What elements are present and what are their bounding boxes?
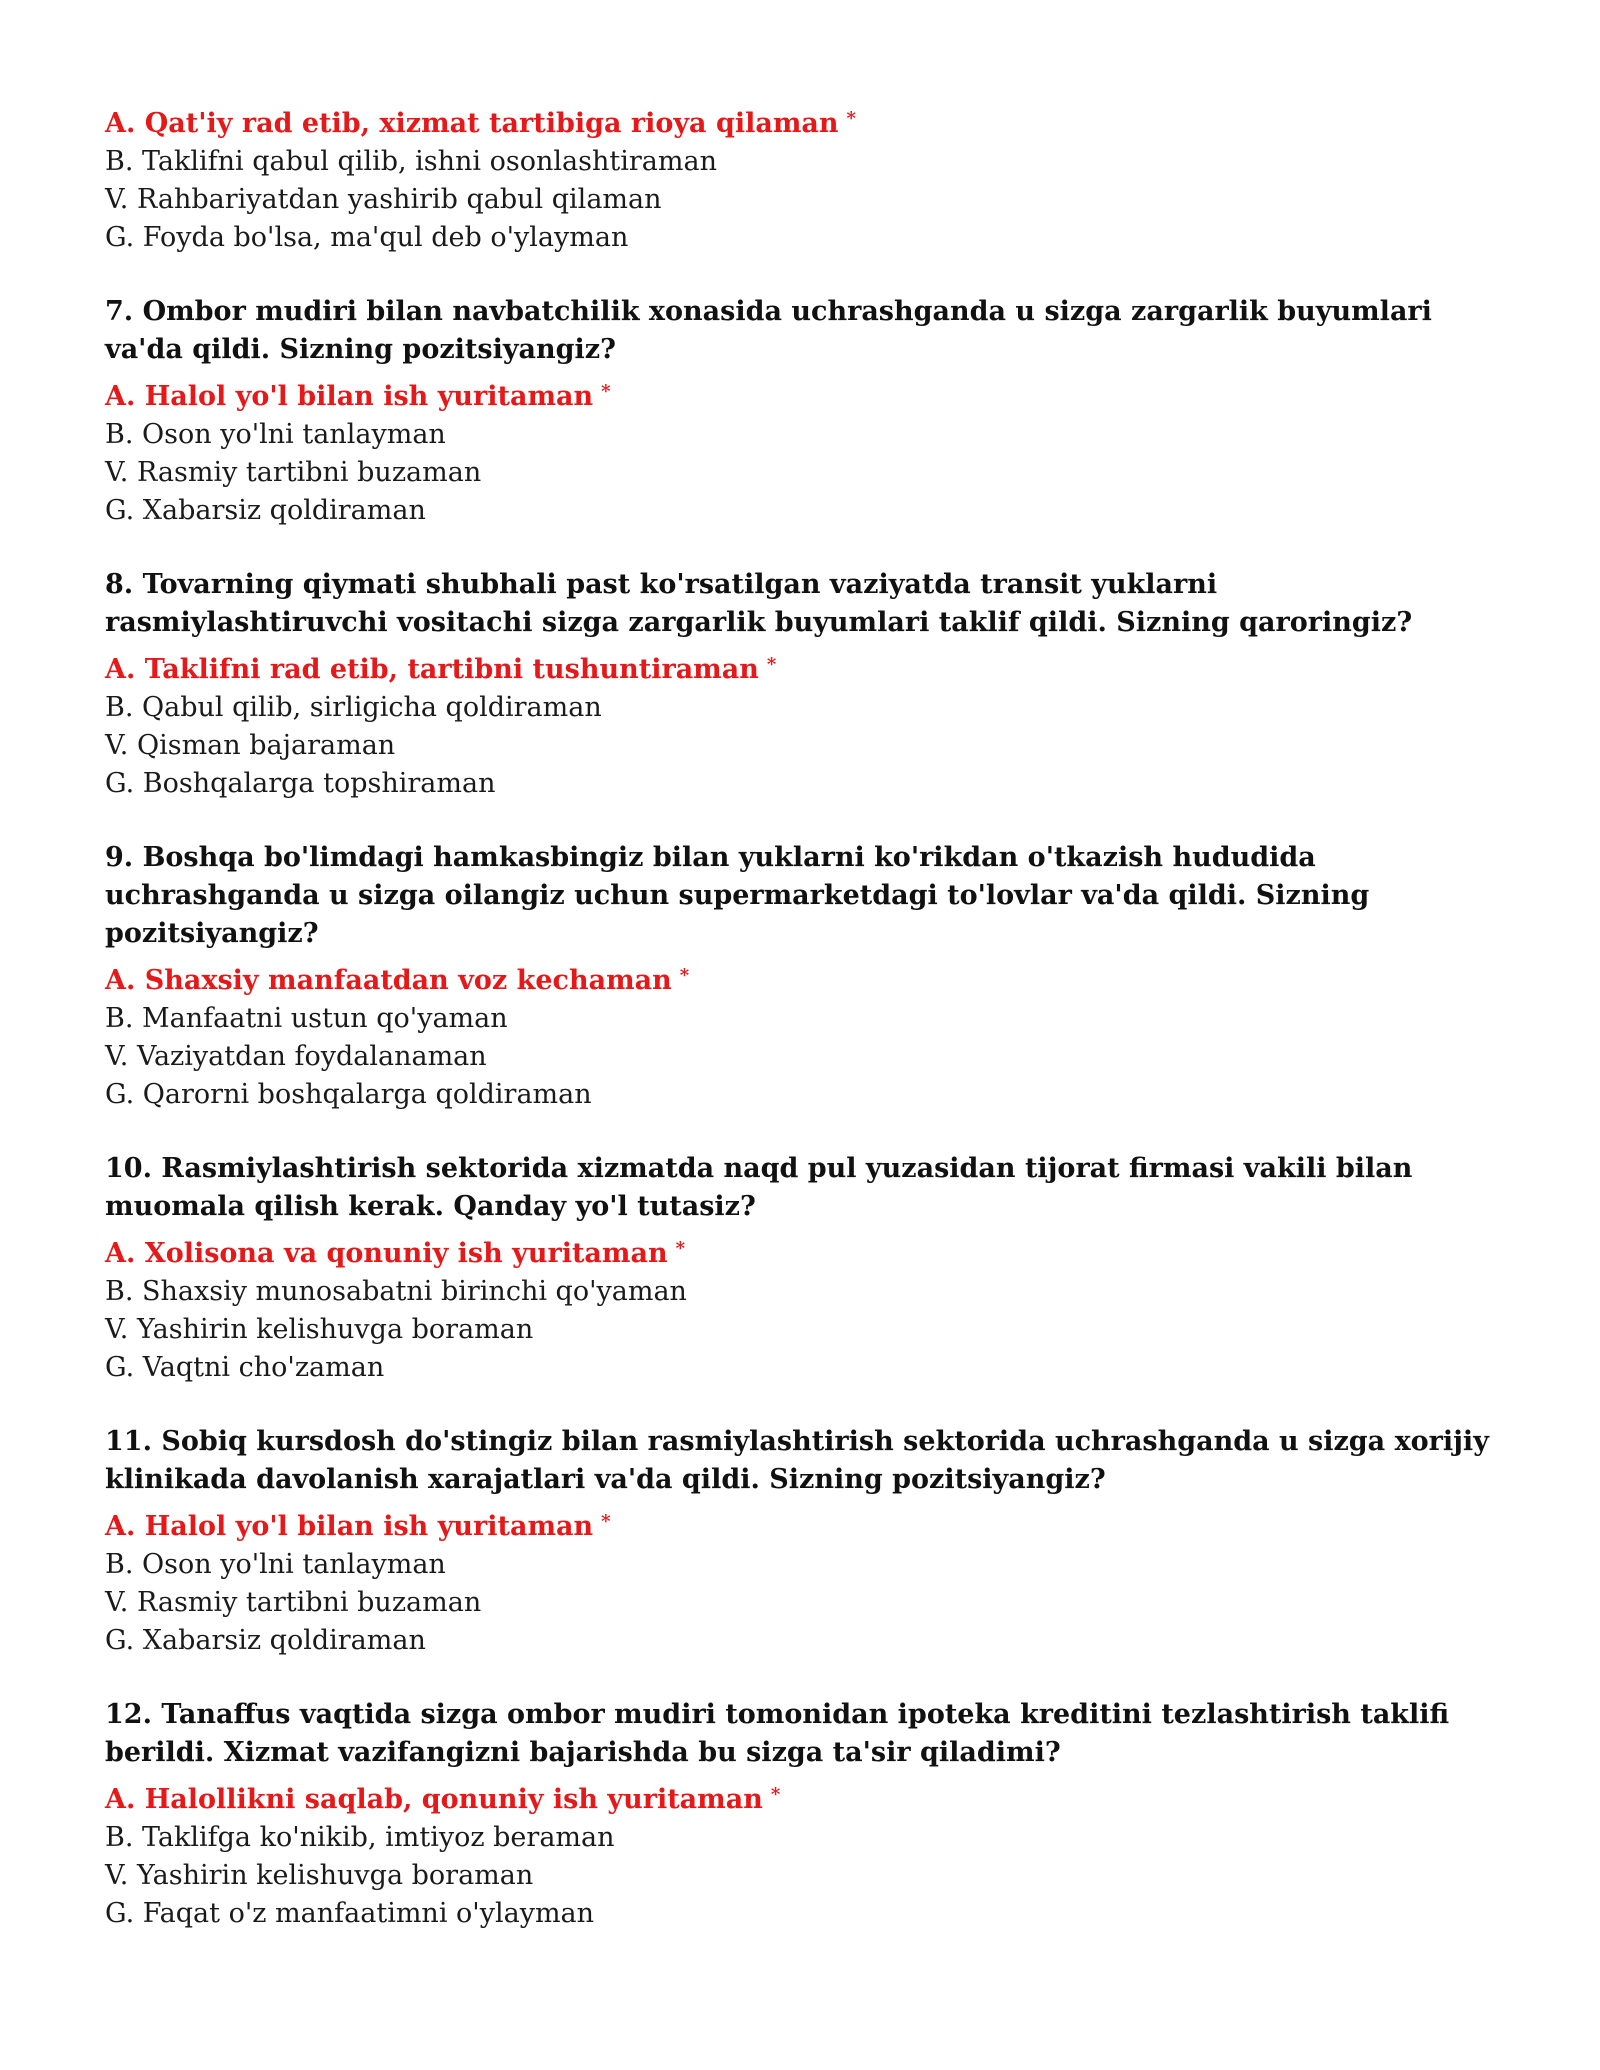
option-b: B. Taklifga ko'nikib, imtiyoz beraman bbox=[105, 1822, 615, 1853]
option-v: V. Qisman bajaraman bbox=[105, 730, 396, 761]
option-a-correct: A. Shaxsiy manfaatdan voz kechaman * bbox=[105, 965, 690, 996]
correct-marker: * bbox=[601, 1511, 611, 1532]
option-a-correct: A. Xolisona va qonuniy ish yuritaman * bbox=[105, 1238, 686, 1269]
option-a-correct: A. Halol yo'l bilan ish yuritaman * bbox=[105, 1511, 611, 1542]
quiz-page bbox=[105, 100, 1505, 1969]
correct-marker: * bbox=[846, 108, 856, 129]
option-b: B. Oson yo'lni tanlayman bbox=[105, 419, 446, 450]
option-v: V. Rasmiy tartibni buzaman bbox=[105, 1587, 482, 1618]
option-g: G. Boshqalarga topshiraman bbox=[105, 768, 496, 799]
question-text: 11. Sobiq kursdosh do'stingiz bilan rasmiylashtirish sektorida uchrashganda u sizga xorijiy klinikada davolanish xarajatlari va'da qildi. Sizning pozitsiyangiz? bbox=[105, 1426, 1489, 1495]
question-block-6 bbox=[105, 100, 1505, 257]
option-g: G. Foyda bo'lsa, ma'qul deb o'ylayman bbox=[105, 222, 629, 253]
question-text: 8. Tovarning qiymati shubhali past ko'rsatilgan vaziyatda transit yuklarni rasmiylashtiruvchi vositachi sizga zargarlik buyumlari taklif qildi. Sizning qaroringiz? bbox=[105, 569, 1413, 638]
option-a-correct: A. Halollikni saqlab, qonuniy ish yuritaman * bbox=[105, 1784, 781, 1815]
option-v: V. Yashirin kelishuvga boraman bbox=[105, 1860, 534, 1891]
option-b: B. Shaxsiy munosabatni birinchi qo'yaman bbox=[105, 1276, 687, 1307]
correct-marker: * bbox=[770, 1784, 781, 1805]
option-g: G. Qarorni boshqalarga qoldiraman bbox=[105, 1079, 592, 1110]
option-a-correct: A. Taklifni rad etib, tartibni tushuntiraman * bbox=[105, 654, 777, 685]
option-a-correct: A. Halol yo'l bilan ish yuritaman * bbox=[105, 381, 611, 412]
option-g: G. Faqat o'z manfaatimni o'ylayman bbox=[105, 1898, 595, 1929]
option-b: B. Taklifni qabul qilib, ishni osonlashtiraman bbox=[105, 146, 717, 177]
option-b: B. Qabul qilib, sirligicha qoldiraman bbox=[105, 692, 602, 723]
question-block-7 bbox=[105, 293, 1505, 530]
question-text: 7. Ombor mudiri bilan navbatchilik xonasida uchrashganda u sizga zargarlik buyumlari va'da qildi. Sizning pozitsiyangiz? bbox=[105, 296, 1432, 365]
correct-marker: * bbox=[601, 381, 611, 402]
correct-marker: * bbox=[679, 965, 690, 986]
correct-marker: * bbox=[766, 654, 777, 675]
option-a-correct: A. Qat'iy rad etib, xizmat tartibiga rioya qilaman * bbox=[105, 108, 856, 139]
option-v: V. Vaziyatdan foydalanaman bbox=[105, 1041, 487, 1072]
question-text: 10. Rasmiylashtirish sektorida xizmatda naqd pul yuzasidan tijorat firmasi vakili bilan muomala qilish kerak. Qanday yo'l tutasiz? bbox=[105, 1153, 1413, 1222]
option-v: V. Yashirin kelishuvga boraman bbox=[105, 1314, 534, 1345]
question-block-11 bbox=[105, 1423, 1505, 1660]
option-g: G. Xabarsiz qoldiraman bbox=[105, 495, 426, 526]
option-g: G. Vaqtni cho'zaman bbox=[105, 1352, 385, 1383]
question-text: 12. Tanaffus vaqtida sizga ombor mudiri tomonidan ipoteka kreditini tezlashtirish taklifi berildi. Xizmat vazifangizni bajarishda bu sizga ta'sir qiladimi? bbox=[105, 1699, 1450, 1768]
option-g: G. Xabarsiz qoldiraman bbox=[105, 1625, 426, 1656]
question-block-10 bbox=[105, 1150, 1505, 1387]
option-v: V. Rasmiy tartibni buzaman bbox=[105, 457, 482, 488]
option-b: B. Manfaatni ustun qo'yaman bbox=[105, 1003, 508, 1034]
option-v: V. Rahbariyatdan yashirib qabul qilaman bbox=[105, 184, 662, 215]
question-block-8 bbox=[105, 566, 1505, 803]
question-block-9 bbox=[105, 839, 1505, 1114]
option-b: B. Oson yo'lni tanlayman bbox=[105, 1549, 446, 1580]
correct-marker: * bbox=[675, 1238, 686, 1259]
question-text: 9. Boshqa bo'limdagi hamkasbingiz bilan yuklarni ko'rikdan o'tkazish hududida uchrashganda u sizga oilangiz uchun supermarketdagi to'lovlar va'da qildi. Sizning pozitsiyangiz? bbox=[105, 842, 1370, 949]
question-block-12 bbox=[105, 1696, 1505, 1933]
